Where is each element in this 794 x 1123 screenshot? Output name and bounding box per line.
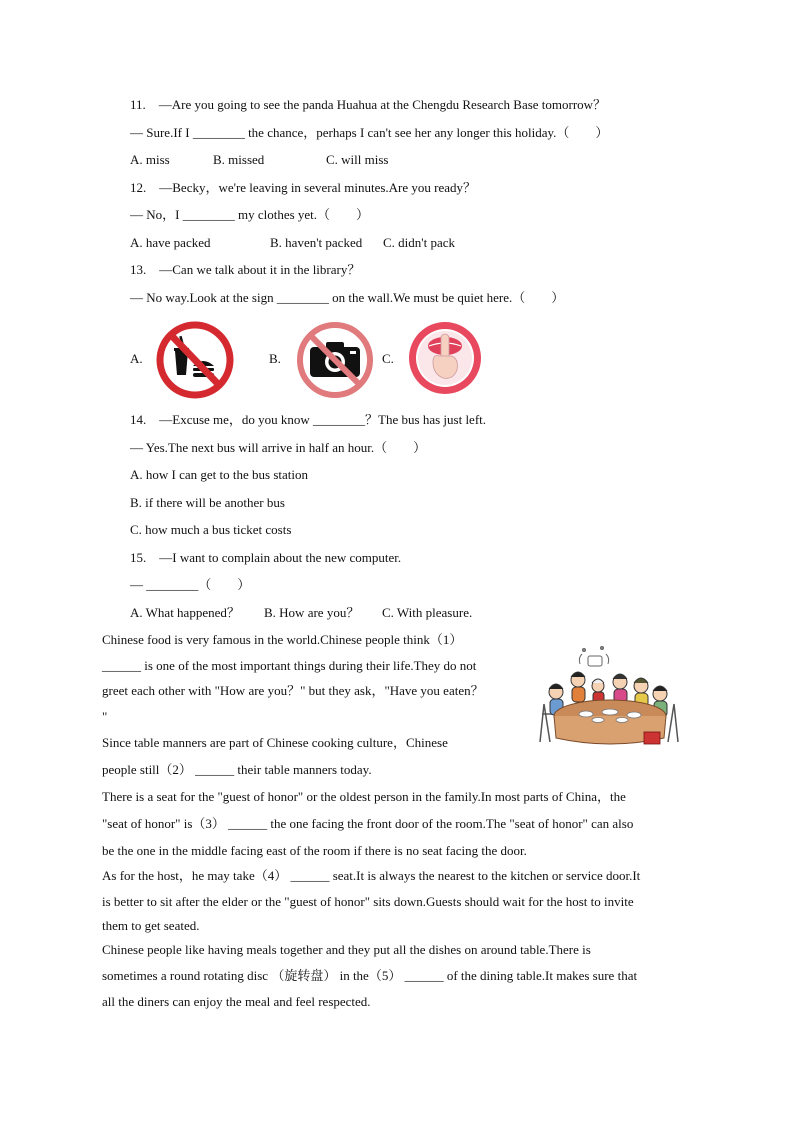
q14-option-c: C. how much a bus ticket costs xyxy=(130,522,292,537)
family-dinner-illustration-icon xyxy=(536,642,684,750)
q13-question: 13. —Can we talk about it in the library？ xyxy=(130,262,361,277)
no-food-drink-sign-icon xyxy=(154,320,236,400)
q15-question: 15. —I want to complain about the new computer. xyxy=(130,550,402,565)
q13-answer-line: — No way.Look at the sign ________ on the wall.We must be quiet here.（ ） xyxy=(130,290,565,305)
passage-line: all the diners can enjoy the meal and feel respected. xyxy=(102,994,371,1009)
q11-option-a: A. miss xyxy=(130,152,170,167)
q12-question: 12. —Becky，we're leaving in several minutes.Are you ready？ xyxy=(130,180,477,195)
q14-option-a: A. how I can get to the bus station xyxy=(130,467,308,482)
q15-option-a: A. What happened？ xyxy=(130,605,240,620)
passage-line: Since table manners are part of Chinese cooking culture，Chinese xyxy=(102,735,448,750)
passage-line: be the one in the middle facing east of the room if there is no seat facing the door. xyxy=(102,843,527,858)
q12-option-a: A. have packed xyxy=(130,235,211,250)
q13-option-b: B. xyxy=(269,351,281,366)
q11-option-b: B. missed xyxy=(213,152,265,167)
q11-option-c: C. will miss xyxy=(326,152,389,167)
passage-line: sometimes a round rotating disc （旋转盘） in the（5） ______ of the dining table.It makes sure that xyxy=(102,968,638,983)
passage-line: people still（2） ______ their table manners today. xyxy=(102,762,372,777)
q12-option-b: B. haven't packed xyxy=(270,235,363,250)
passage-line: " xyxy=(102,709,108,724)
q11-question: 11. —Are you going to see the panda Huahua at the Chengdu Research Base tomorrow？ xyxy=(130,97,607,112)
q15-option-c: C. With pleasure. xyxy=(382,605,473,620)
passage-line: Chinese people like having meals together and they put all the dishes on around table.There is xyxy=(102,942,591,957)
passage-line: ______ is one of the most important things during their life.They do not xyxy=(102,658,477,673)
q12-answer-line: — No，I ________ my clothes yet.（ ） xyxy=(130,207,370,222)
q13-option-c: C. xyxy=(382,351,394,366)
q15-option-b: B. How are you？ xyxy=(264,605,360,620)
q14-question: 14. —Excuse me，do you know ________？The bus has just left. xyxy=(130,412,487,427)
passage-line: greet each other with "How are you？" but they ask，"Have you eaten？ xyxy=(102,683,484,698)
q14-answer-line: — Yes.The next bus will arrive in half an hour.（ ） xyxy=(130,440,427,455)
q14-option-b: B. if there will be another bus xyxy=(130,495,285,510)
q15-answer-line: — ________（ ） xyxy=(130,577,251,592)
passage-line: There is a seat for the "guest of honor" or the oldest person in the family.In most parts of China，the xyxy=(102,789,626,804)
q13-option-a: A. xyxy=(130,351,143,366)
passage-line: "seat of honor" is（3） ______ the one facing the front door of the room.The "seat of honor" can also xyxy=(102,816,634,831)
q11-answer-line: — Sure.If I ________ the chance，perhaps I can't see her any longer this holiday.（ ） xyxy=(130,125,609,140)
passage-line: Chinese food is very famous in the world.Chinese people think（1） xyxy=(102,632,463,647)
no-camera-sign-icon xyxy=(295,320,375,400)
passage-line: is better to sit after the elder or the "guest of honor" sits down.Guests should wait for the host to invite xyxy=(102,894,634,909)
passage-line: them to get seated. xyxy=(102,918,200,933)
quiet-please-sign-icon xyxy=(407,320,483,396)
q12-option-c: C. didn't pack xyxy=(383,235,456,250)
passage-line: As for the host，he may take（4） ______ seat.It is always the nearest to the kitchen or service door.It xyxy=(102,868,641,883)
